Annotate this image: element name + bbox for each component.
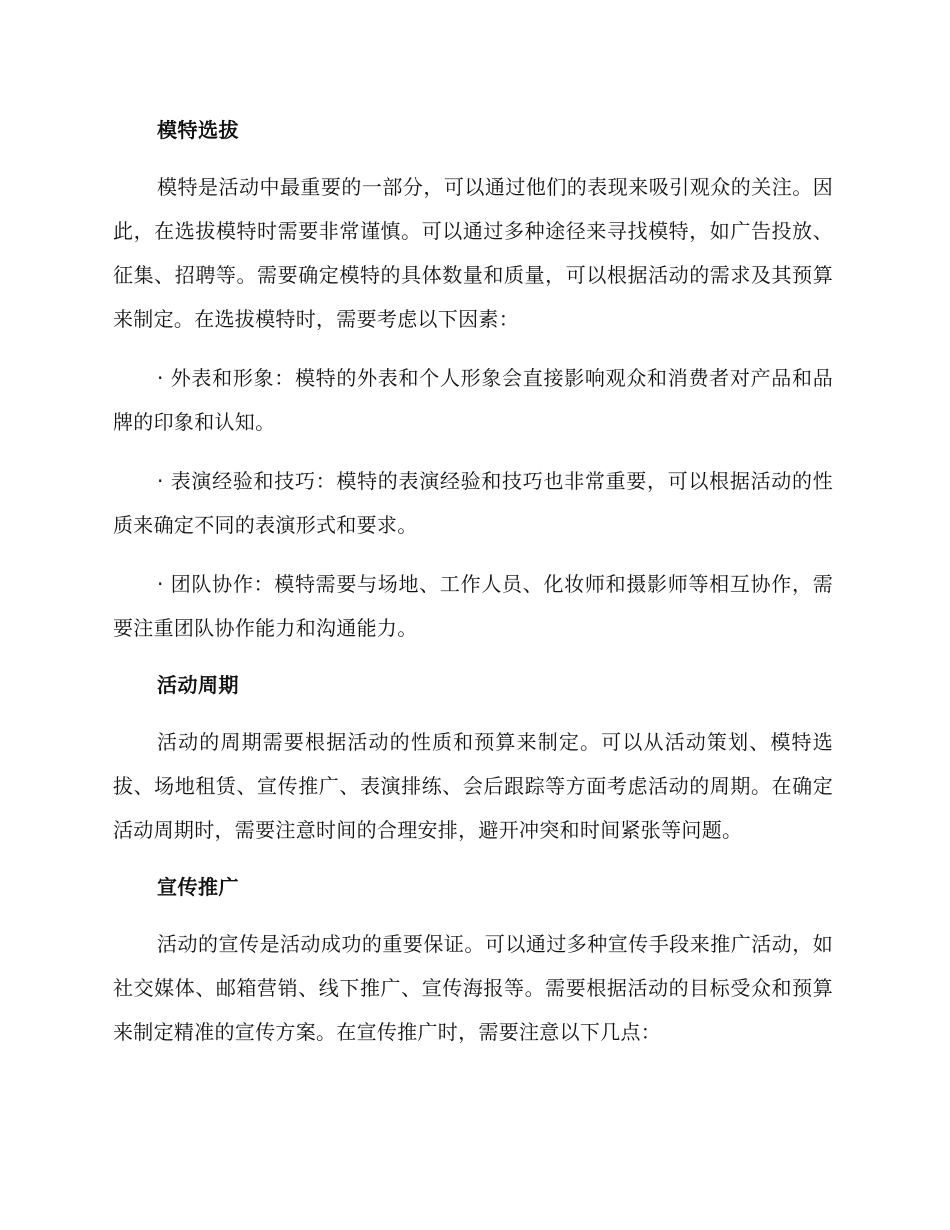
document-body: [113, 110, 833, 1069]
bullet-teamwork: · 团队协作：模特需要与场地、工作人员、化妆师和摄影师等相互协作，需要注重团队协作能力和沟通能力。: [113, 572, 833, 640]
bullet-appearance: · 外表和形象：模特的外表和个人形象会直接影响观众和消费者对产品和品牌的印象和认知。: [113, 366, 833, 434]
section-heading-model-selection: 模特选拔: [157, 118, 239, 142]
bullet-performance-experience: · 表演经验和技巧：模特的表演经验和技巧也非常重要，可以根据活动的性质来确定不同的表演形式和要求。: [113, 469, 833, 537]
section-paragraph-model-selection: 模特是活动中最重要的一部分，可以通过他们的表现来吸引观众的关注。因此，在选拔模特时需要非常谨慎。可以通过多种途径来寻找模特，如广告投放、征集、招聘等。需要确定模特的具体数量和质量，可以根据活动的需求及其预算来制定。在选拔模特时，需要考虑以下因素：: [113, 175, 833, 331]
section-heading-promotion: 宣传推广: [157, 875, 239, 899]
section-paragraph-event-cycle: 活动的周期需要根据活动的性质和预算来制定。可以从活动策划、模特选拔、场地租赁、宣传推广、表演排练、会后跟踪等方面考虑活动的周期。在确定活动周期时，需要注意时间的合理安排，避开冲突和时间紧张等问题。: [113, 730, 833, 842]
section-paragraph-promotion: 活动的宣传是活动成功的重要保证。可以通过多种宣传手段来推广活动，如社交媒体、邮箱营销、线下推广、宣传海报等。需要根据活动的目标受众和预算来制定精准的宣传方案。在宣传推广时，需要注意以下几点：: [113, 932, 833, 1044]
section-heading-event-cycle: 活动周期: [157, 673, 239, 697]
